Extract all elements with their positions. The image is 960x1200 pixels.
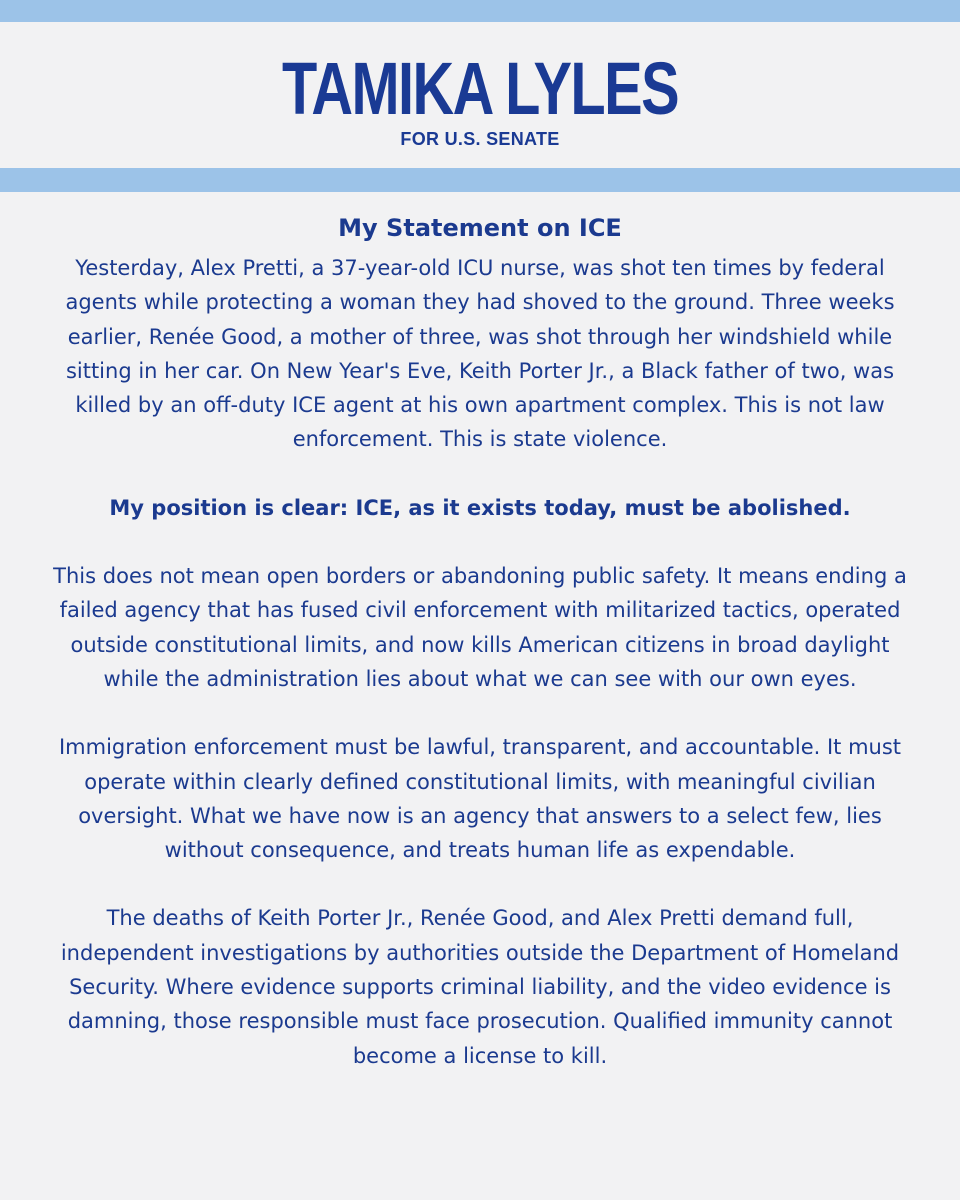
paragraph-spacer	[40, 525, 920, 559]
position-statement: My position is clear: ICE, as it exists today, must be abolished.	[109, 495, 851, 520]
candidate-name: TAMIKA LYLES	[281, 47, 679, 130]
statement-body	[40, 192, 920, 1073]
middle-blue-band	[0, 168, 960, 192]
statement-paragraph-3: This does not mean open borders or abandoning public safety. It means ending a failed agency that has fused civil enforcement with militarized tactics, operated outside constitutional limits, and now kills American citizens in broad daylight while the administration lies about what we can see with our own eyes.	[53, 564, 907, 691]
top-blue-band	[0, 0, 960, 22]
statement-title: My Statement on ICE	[338, 214, 622, 242]
paragraph-spacer	[40, 696, 920, 730]
statement-paragraph-1: Yesterday, Alex Pretti, a 37-year-old ICU nurse, was shot ten times by federal agents while protecting a woman they had shoved to the ground. Three weeks earlier, Renée Good, a mother of three, was shot through her windshield while sitting in her car. On New Year's Eve, Keith Porter Jr., a Black father of two, was killed by an off-duty ICE agent at his own apartment complex. This is not law enforcement. This is state violence.	[65, 256, 895, 452]
statement-paragraph-4: Immigration enforcement must be lawful, transparent, and accountable. It must operate within clearly defined constitutional limits, with meaningful civilian oversight. What we have now is an agency that answers to a select few, lies without consequence, and treats human life as expendable.	[58, 735, 902, 863]
paragraph-spacer	[40, 457, 920, 491]
paragraph-spacer	[40, 867, 920, 901]
campaign-header	[0, 22, 960, 168]
campaign-subtitle: FOR U.S. SENATE	[400, 129, 560, 149]
statement-paragraph-5: The deaths of Keith Porter Jr., Renée Good, and Alex Pretti demand full, independent investigations by authorities outside the Department of Homeland Security. Where evidence supports criminal liability, and the video evidence is damning, those responsible must face prosecution. Qualified immunity cannot become a license to kill.	[60, 906, 900, 1068]
